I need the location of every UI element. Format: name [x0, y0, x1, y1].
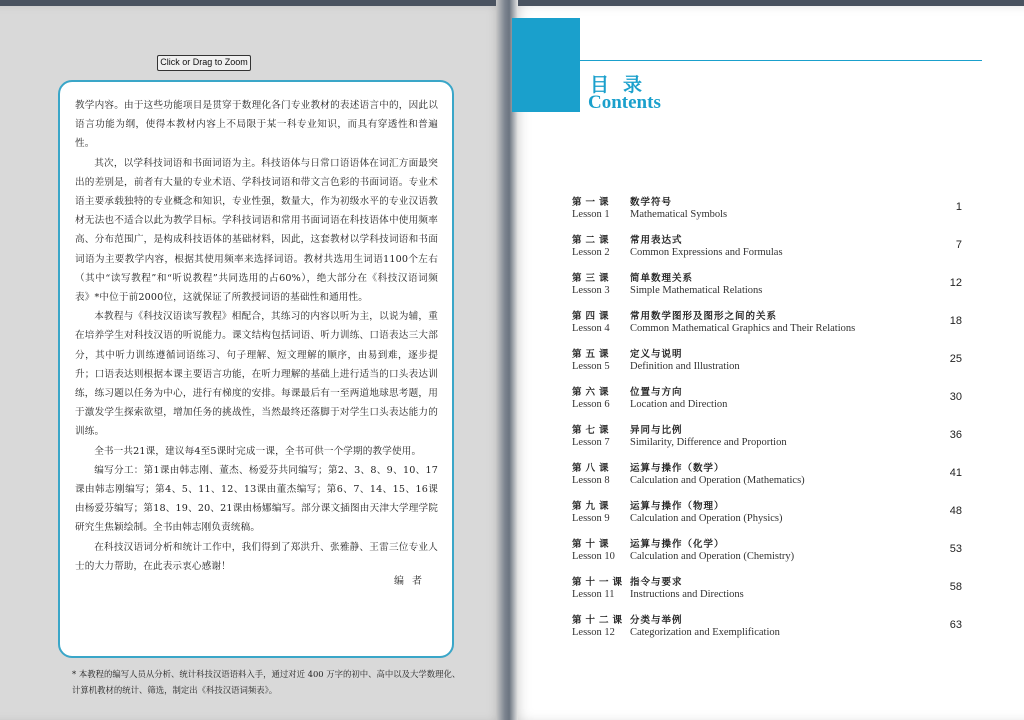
toc-page-number: 12 [949, 277, 962, 289]
toc-cn-title: 定义与说明 [630, 349, 683, 360]
toc-page-number: 41 [949, 467, 962, 479]
toc-page-number: 1 [955, 201, 962, 213]
toc-en-label: Lesson 12 [572, 627, 615, 638]
toc-cn-title: 分类与举例 [630, 615, 683, 626]
toc-cn-title: 运算与操作（物理） [630, 501, 725, 512]
toc-en-label: Lesson 6 [572, 399, 610, 410]
preface-text-box [58, 80, 454, 658]
toc-item[interactable] [572, 194, 968, 228]
toc-en-title: Definition and Illustration [630, 361, 740, 372]
toc-en-label: Lesson 2 [572, 247, 610, 258]
toc-cn-title: 运算与操作（数学） [630, 463, 725, 474]
toc-cn-label: 第十课 [572, 539, 613, 550]
toc-en-label: Lesson 3 [572, 285, 610, 296]
toc-item[interactable] [572, 270, 968, 304]
toc-cn-label: 第六课 [572, 387, 613, 398]
preface-paragraph: 编写分工：第1课由韩志刚、董杰、杨爱芬共同编写；第2、3、8、9、10、17课由韩志刚编写；第4、5、11、12、13课由董杰编写；第6、7、14、15、16课由杨爱芬编写；第18、19、20、21课由杨娜编写。部分课文插图由天津大学理学院研究生焦颖绘制。全书由韩志刚负责统稿。 [75, 464, 438, 534]
toc-cn-label: 第十一课 [572, 577, 627, 588]
toc-page-number: 58 [949, 581, 962, 593]
toc-en-label: Lesson 9 [572, 513, 610, 524]
toc-en-title: Calculation and Operation (Mathematics) [630, 475, 805, 486]
toc-en-label: Lesson 1 [572, 209, 610, 220]
toc-cn-label: 第九课 [572, 501, 613, 512]
toc-page-number: 48 [949, 505, 962, 517]
toc-page-number: 36 [949, 429, 962, 441]
toc-item[interactable] [572, 422, 968, 456]
zoom-button[interactable]: Click or Drag to Zoom [157, 55, 251, 71]
toc-en-title: Calculation and Operation (Chemistry) [630, 551, 795, 562]
toc-cn-title: 异同与比例 [630, 425, 683, 436]
toc-en-title: Calculation and Operation (Physics) [630, 513, 783, 524]
toc-page-number: 53 [949, 543, 962, 555]
toc-en-label: Lesson 11 [572, 589, 615, 600]
toc-page-number: 7 [955, 239, 962, 251]
toc-cn-title: 数学符号 [630, 197, 673, 208]
toc-cn-title: 常用表达式 [630, 235, 683, 246]
preface-paragraph: 在科技汉语词分析和统计工作中，我们得到了郑洪升、张雅静、王雷三位专业人士的大力帮助，在此表示衷心感谢！ [75, 541, 438, 572]
footnote: * 本教程的编写人员从分析、统计科技汉语语料入手，通过对近 400 万字的初中、高中以及大学数理化、计算机教材的统计、筛选，制定出《科技汉语词频表》。 [72, 669, 461, 695]
toc-en-title: Instructions and Directions [630, 589, 744, 600]
toc-cn-label: 第八课 [572, 463, 613, 474]
toc-en-title: Mathematical Symbols [630, 209, 728, 220]
preface-signature: 编者 [394, 576, 430, 587]
toc-en-title: Categorization and Exemplification [630, 627, 780, 638]
toc-cn-title: 简单数理关系 [630, 273, 694, 284]
toc-cn-label: 第七课 [572, 425, 613, 436]
toc-en-title: Common Expressions and Formulas [630, 247, 783, 258]
toc-en-label: Lesson 10 [572, 551, 615, 562]
toc-item[interactable] [572, 460, 968, 494]
toc-item[interactable] [572, 346, 968, 380]
toc-page-number: 25 [949, 353, 962, 365]
preface-paragraph: 本教程与《科技汉语读写教程》相配合，其练习的内容以听为主，以说为辅，重在培养学生对科技汉语的听说能力。课文结构包括词语、听力训练、口语表达三大部分，其中听力训练遵循词语练习、句子理解、短文理解的顺序，由易到难，逐步提升；口语表达则根据本课主要语言功能，在听力理解的基础上进行适当的口头表达训练，练习题以任务为中心，进行有梯度的安排。每课最后有一至两道地球思考题，用于激发学生探索欲望，增加任务的挑战性，当然最终还落脚于对学生口头表达能力的训练。 [75, 311, 438, 438]
toc-page-number: 63 [949, 619, 962, 631]
toc-cn-title: 指令与要求 [630, 577, 683, 588]
toc-page-number: 30 [949, 391, 962, 403]
toc-item[interactable] [572, 384, 968, 418]
toc-cn-label: 第三课 [572, 273, 613, 284]
toc-item[interactable] [572, 498, 968, 532]
toc-en-label: Lesson 8 [572, 475, 610, 486]
toc-en-title: Similarity, Difference and Proportion [630, 437, 787, 448]
header-accent-line [580, 60, 982, 61]
toc-cn-label: 第二课 [572, 235, 613, 246]
preface-paragraph: 全书一共21课，建议每4至5课时完成一课，全书可供一个学期的教学使用。 [94, 445, 422, 457]
toc-cn-label: 第四课 [572, 311, 613, 322]
toc-cn-label: 第五课 [572, 349, 613, 360]
toc-cn-title: 运算与操作（化学） [630, 539, 725, 550]
toc-item[interactable] [572, 232, 968, 266]
toc-en-label: Lesson 5 [572, 361, 610, 372]
toc-cn-title: 常用数学图形及图形之间的关系 [630, 311, 778, 322]
toc-cn-label: 第一课 [572, 197, 613, 208]
toc-item[interactable] [572, 308, 968, 342]
toc-cn-title: 位置与方向 [630, 387, 683, 398]
toc-page-number: 18 [949, 315, 962, 327]
toc-en-label: Lesson 4 [572, 323, 610, 334]
toc-en-title: Location and Direction [630, 399, 728, 410]
preface-paragraph: 其次，以学科技词语和书面词语为主。科技语体与日常口语语体在词汇方面最突出的差别是，前者有大量的专业术语、学科技词语和带文言色彩的书面词语。专业术语主要承载独特的专业概念和知识，专业性强，数量大，作为初级水平的专业汉语教材无法也不适合以此为教学目标。学科技词语和常用书面词语在科技语体中使用频率高、分布范围广，是构成科技语体的基础材料，因此，这套教材以学科技词语和书面词语为主要教学内容，根据其使用频率来选择词语。教材共选用生词语1100个左右（其中“读写教程”和“听说教程”共同选用的占60%），绝大部分在《科技汉语词频表》*中位于前2000位，这就保证了所教授词语的基础性和通用性。 [75, 157, 438, 304]
toc-cn-label: 第十二课 [572, 615, 627, 626]
toc-en-label: Lesson 7 [572, 437, 610, 448]
header-accent-block [512, 18, 580, 112]
toc-en-title: Common Mathematical Graphics and Their Relations [630, 323, 856, 334]
toc-item[interactable] [572, 536, 968, 570]
contents-title-en: Contents [588, 92, 661, 113]
contents-title-cn: 目录 [590, 74, 657, 96]
toc-item[interactable] [572, 612, 968, 646]
toc-en-title: Simple Mathematical Relations [630, 285, 763, 296]
toc-item[interactable] [572, 574, 968, 608]
preface-paragraph: 教学内容。由于这些功能项目是贯穿于数理化各门专业教材的表述语言中的，因此以语言功能为纲，使得本教材内容上不局限于某一科专业知识，而具有穿透性和普遍性。 [75, 100, 438, 150]
